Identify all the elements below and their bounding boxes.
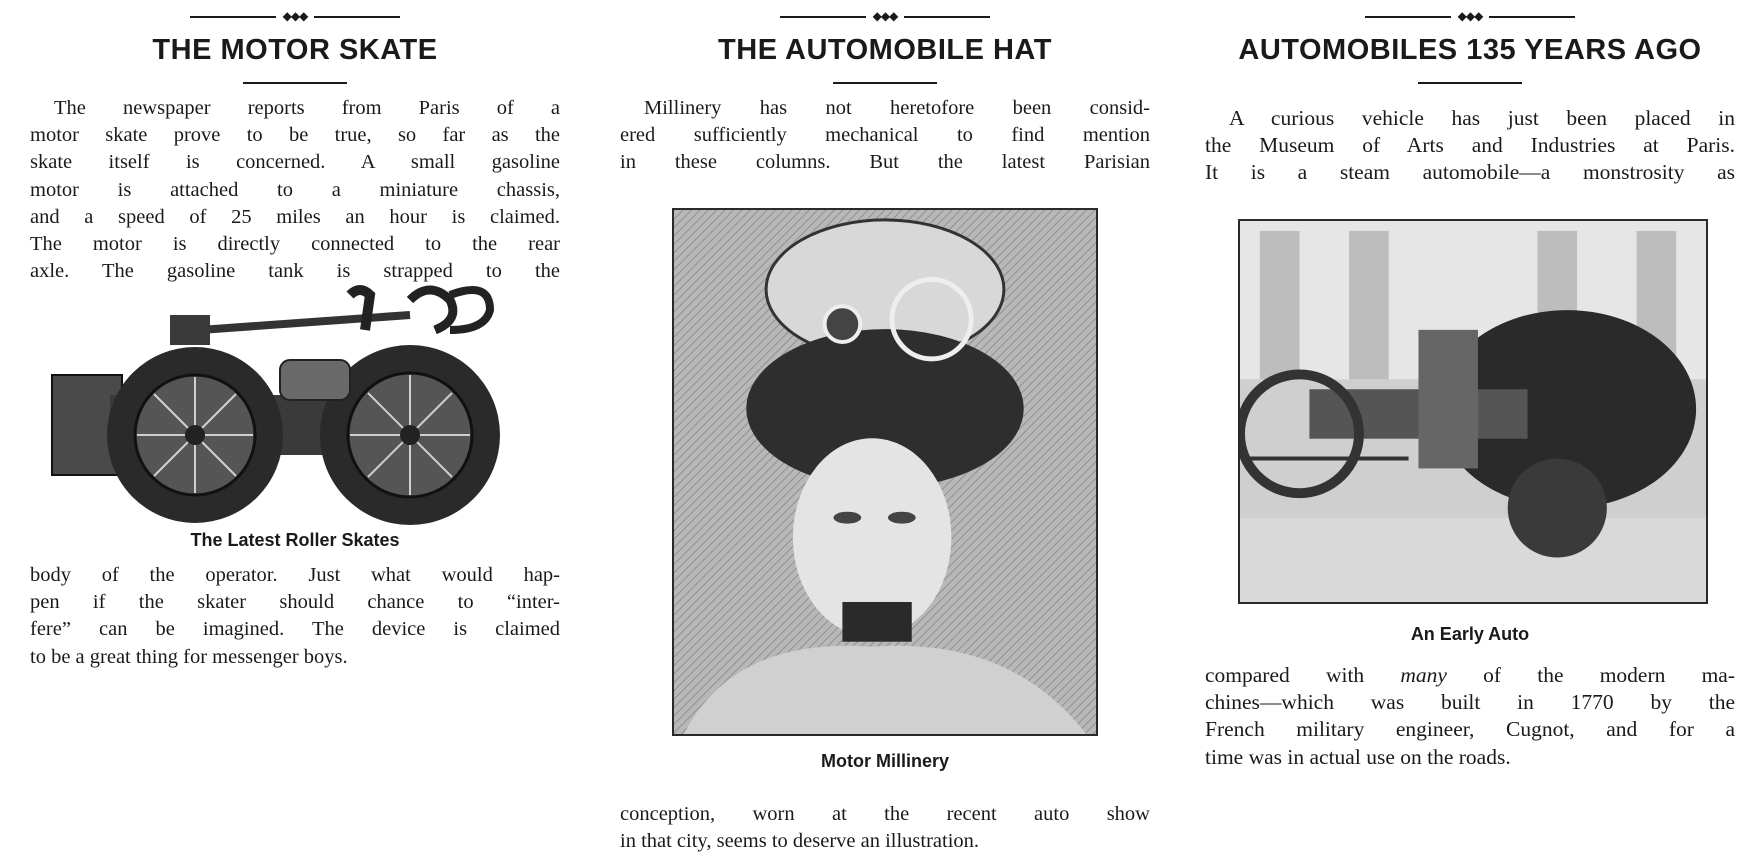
motor-millinery-photo [672, 208, 1098, 736]
article-headline: AUTOMOBILES 135 YEARS AGO [1238, 34, 1702, 66]
ornament-divider [190, 10, 400, 22]
ornament-line [1489, 16, 1575, 18]
text-line: motor skate prove to be true, so far as the [30, 124, 560, 147]
ornament-line [780, 16, 866, 18]
article-text-after [620, 801, 1150, 855]
text-line: Millinery has not heretofore been consid- [644, 97, 1150, 119]
ornament-line [1365, 16, 1451, 18]
text-line: in these columns. But the latest Parisian [620, 151, 1150, 174]
text-emphasis: many [1400, 663, 1447, 687]
article-text-after [30, 562, 560, 671]
text-line: body of the operator. Just what would hap- [30, 564, 560, 586]
text-line: pen if the skater should chance to “inter- [30, 591, 560, 614]
article-text-before [1205, 105, 1735, 187]
text-lead: compared with [1205, 663, 1401, 687]
portrait-drawing [674, 210, 1096, 734]
text-line: conception, worn at the recent auto show [620, 803, 1150, 825]
ornament-divider [780, 10, 990, 22]
article-motor-skate [30, 0, 560, 868]
ornament-line [314, 16, 400, 18]
text-line [1205, 662, 1735, 689]
text-rest: of the modern ma- [1446, 663, 1735, 687]
headline-rule [833, 82, 937, 84]
article-automobiles-135-years-ago [1205, 0, 1735, 868]
text-line: skate itself is concerned. A small gasoline [30, 151, 560, 174]
text-line: A curious vehicle has just been placed in [1229, 106, 1735, 130]
text-line: to be a great thing for messenger boys. [30, 645, 348, 668]
roller-skate-drawing [50, 285, 510, 535]
text-line: ered sufficiently mechanical to find mention [620, 124, 1150, 147]
roller-skate-illustration [50, 285, 510, 535]
steam-car-drawing [1240, 221, 1706, 602]
headline-rule [1418, 82, 1522, 84]
ornament-divider [1365, 10, 1575, 22]
text-line: fere” can be imagined. The device is claimed [30, 618, 560, 641]
ornament-diamonds: ◆◆◆ [1457, 9, 1483, 23]
article-headline: THE MOTOR SKATE [152, 34, 438, 66]
text-line: the Museum of Arts and Industries at Paris. [1205, 133, 1735, 158]
ornament-diamonds: ◆◆◆ [872, 9, 898, 23]
text-line: It is a steam automobile—a monstrosity as [1205, 160, 1735, 185]
image-caption: The Latest Roller Skates [190, 530, 400, 550]
ornament-diamonds: ◆◆◆ [282, 9, 308, 23]
article-automobile-hat [620, 0, 1150, 868]
article-headline: THE AUTOMOBILE HAT [718, 34, 1052, 66]
article-text-before [620, 95, 1150, 177]
text-line: motor is attached to a miniature chassis, [30, 178, 560, 201]
article-text-before [30, 95, 560, 285]
text-line: French military engineer, Cugnot, and for a [1205, 717, 1735, 742]
text-line: The newspaper reports from Paris of a [54, 97, 560, 119]
text-line: axle. The gasoline tank is strapped to the [30, 260, 560, 283]
ornament-line [190, 16, 276, 18]
text-line: The motor is directly connected to the rear [30, 233, 560, 256]
ornament-line [904, 16, 990, 18]
early-auto-photo [1238, 219, 1708, 604]
text-line: and a speed of 25 miles an hour is claimed. [30, 205, 560, 228]
headline-rule [243, 82, 347, 84]
image-caption: An Early Auto [1410, 624, 1530, 644]
text-line: chines—which was built in 1770 by the [1205, 690, 1735, 715]
text-line: time was in actual use on the roads. [1205, 744, 1511, 769]
text-line: in that city, seems to deserve an illustration. [620, 830, 980, 853]
article-text-after [1205, 662, 1735, 771]
image-caption: Motor Millinery [820, 751, 949, 771]
